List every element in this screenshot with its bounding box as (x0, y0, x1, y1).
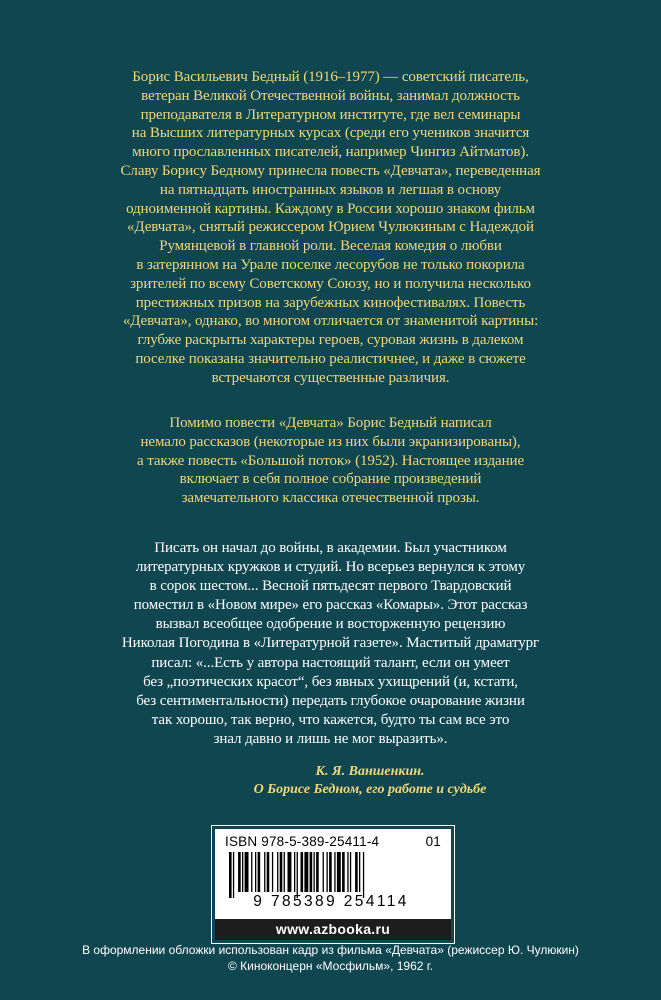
barcode-bar (342, 852, 345, 892)
barcode-bar (329, 852, 332, 892)
barcode-bar (347, 852, 348, 892)
barcode-bar (355, 852, 358, 892)
quote-paragraph: Писать он начал до войны, в академии. Был участником литературных кружков и студий. Но всерьез вернулся к этому в сорок шестом... Весной пятьдесят первого Твардовский поместил в «Новом мире» его рассказ «Комары». Этот рассказ вызвал всеобщее одобрение и восторженную рецензию Николая Погодина в «Литературной газете». Маститый драматург писал: «...Есть у автора настоящий талант, если он умеет без „поэтических красот“, без явных ухищрений (и, кстати, без сентиментальности) передать глубокое очарование жизни так хорошо, так верно, что кажется, будто ты сам все это знал давно и лишь не мог выразить». (121, 540, 540, 747)
barcode-bar (316, 852, 319, 892)
barcode-bar (323, 852, 324, 892)
quote-source: О Борисе Бедном, его работе и судьбе (253, 782, 487, 797)
edition-description-paragraph: Помимо повести «Девчата» Борис Бедный написал немало рассказов (некоторые из них были экранизированы), а также повесть «Большой поток» (1952). Настоящее издание включает в себя полное собрание произведений замечательного классика отечественной прозы. (136, 415, 525, 507)
barcode-bar (294, 852, 295, 892)
barcode-bar (229, 852, 232, 898)
barcode-bar (245, 852, 249, 892)
barcode-bar (280, 852, 283, 892)
quote-author: К. Я. Ваншенкин. (315, 764, 425, 779)
publisher-url: www.azbooka.ru (215, 919, 451, 940)
barcode-bar (359, 852, 360, 892)
isbn-label: ISBN 978-5-389-25411-4 (225, 834, 380, 849)
barcode-bar (297, 852, 298, 898)
barcode-bar (301, 852, 304, 892)
barcode-bar (350, 852, 351, 892)
barcode-bar (337, 852, 341, 892)
barcode-bar (363, 852, 364, 898)
barcode-bar (288, 852, 292, 892)
isbn-line (225, 834, 441, 849)
barcode-bar (310, 852, 313, 892)
barcode-bar (242, 852, 243, 892)
barcode-bar (327, 852, 328, 892)
image-credits: В оформлении обложки использован кадр из фильма «Девчата» (режиссер Ю. Чулюкин) © Киноконцерн «Мосфильм», 1962 г. (82, 943, 579, 973)
barcode-bar (251, 852, 252, 892)
barcode-bar (334, 852, 335, 892)
author-bio-paragraph: Борис Васильевич Бедный (1916–1977) — советский писатель, ветеран Великой Отечественной войны, занимал должность преподавателя в Литературном институте, где вел семинары на Высших литературных курсах (среди его учеников значится много прославленных писателей, например Чингиз Айтматов). Славу Борису Бедному принесла повесть «Девчата», переведенная на пятнадцать иностранных языков и легшая в основу одноименной картины. Каждому в России хорошо знаком фильм «Девчата», снятый режиссером Юрием Чулюкиным с Надеждой Румянцевой в главной роли. Веселая комедия о любви в затерянном на Урале поселке лесорубов не только покорила зрителей по всему Советскому Союзу, но и получила несколько престижных призов на зарубежных кинофестивалях. Повесть «Девчата», однако, во многом отличается от знаменитой картины: глубже раскрыты характеры героев, суровая жизнь в далеком поселке показана значительно реалистичнее, и даже в сюжете встречаются существенные различия. (120, 69, 541, 386)
price-code: 01 (425, 834, 441, 849)
barcode-bar (255, 852, 256, 892)
barcode-digits: 9 785389 254114 (253, 893, 409, 910)
barcode-bar (233, 852, 234, 898)
barcode-bar (284, 852, 285, 892)
barcode-bar (258, 852, 261, 892)
barcode-bar (238, 852, 241, 892)
barcode-bar (264, 852, 265, 892)
barcode-bar (314, 852, 315, 892)
barcode-bar (272, 852, 273, 892)
barcode-bar (277, 852, 278, 892)
barcode-bar (267, 852, 270, 892)
barcode-bar (304, 852, 308, 892)
barcode-block (212, 826, 454, 943)
